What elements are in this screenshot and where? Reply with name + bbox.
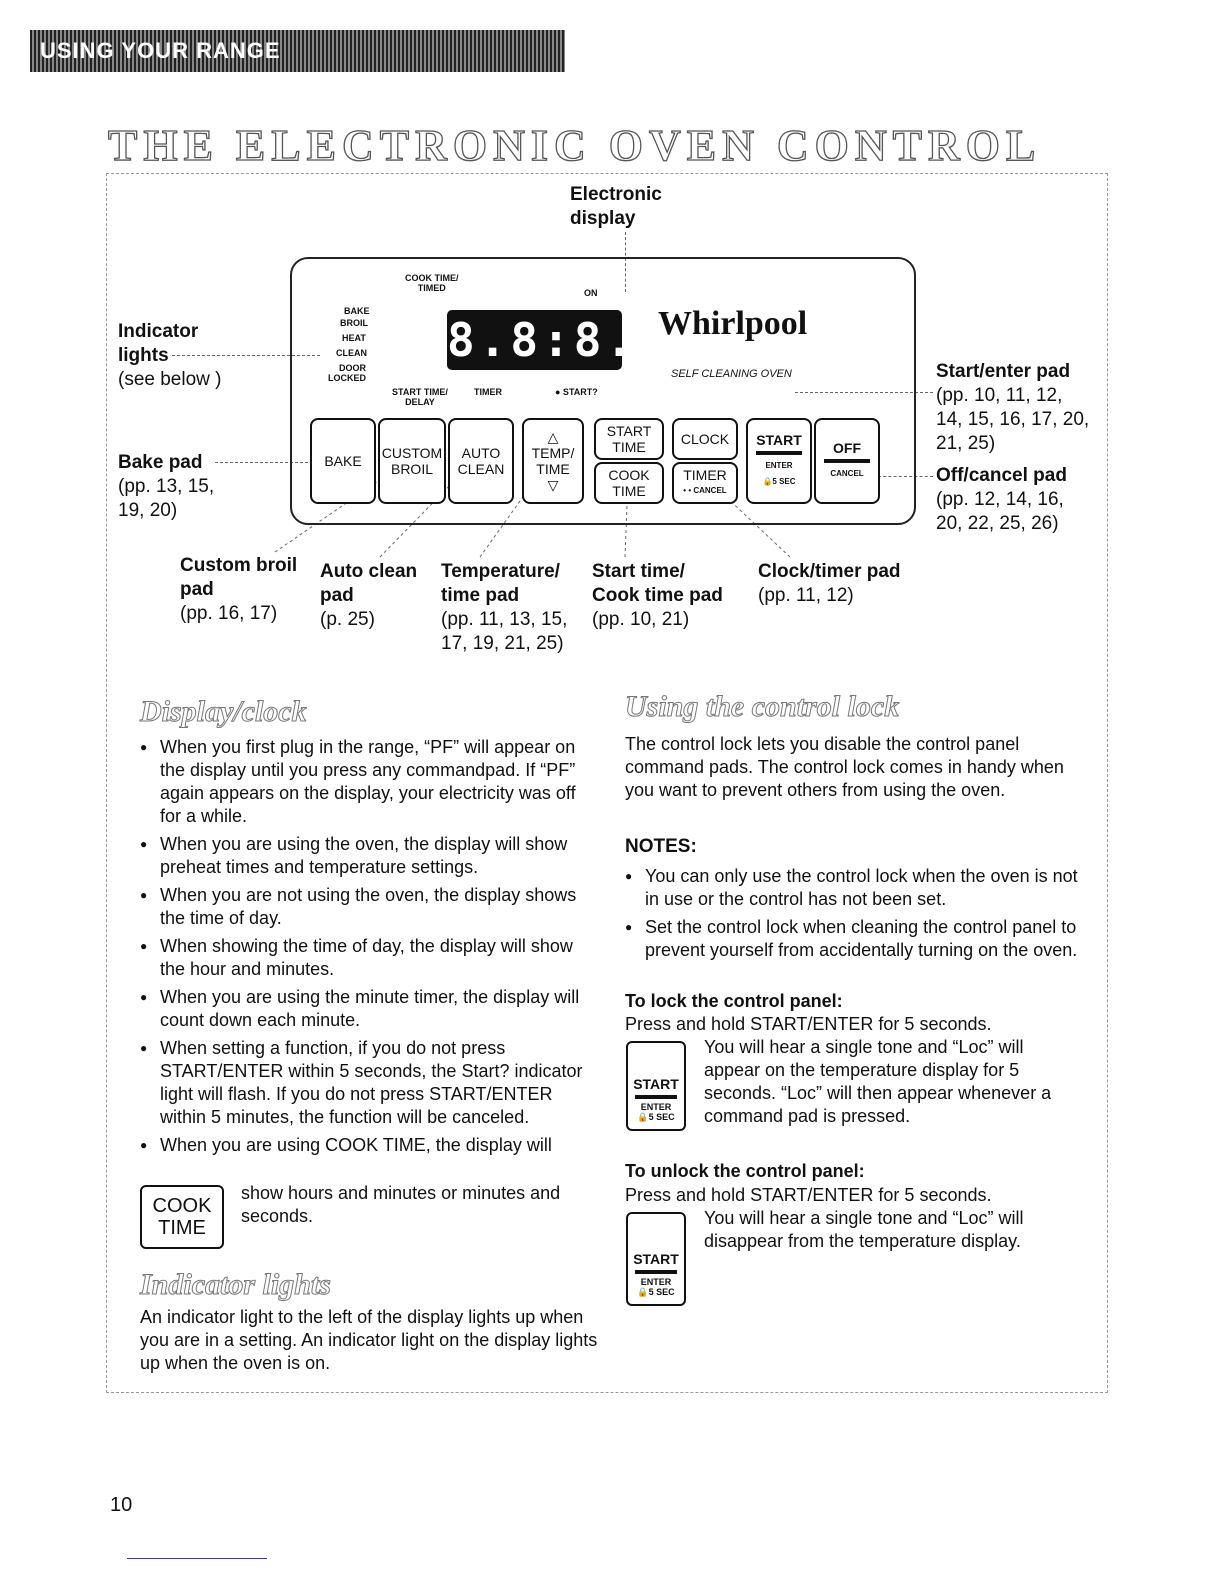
clean-indicator: CLEAN bbox=[336, 348, 367, 358]
start-time-delay-indicator: START TIME/ DELAY bbox=[392, 387, 448, 407]
icon-5sec-label: 5 SEC bbox=[648, 1112, 675, 1122]
list-item: ● When showing the time of day, the display will show the hour and minutes. bbox=[140, 935, 600, 981]
electronic-display-label: Electronic display bbox=[570, 184, 662, 229]
cook-time-pad[interactable] bbox=[594, 462, 664, 504]
list-item: ● Set the control lock when cleaning the control panel to prevent yourself from accidentally turning on the oven. bbox=[625, 916, 1090, 962]
temp-time-ref: (pp. 11, 13, 15, 17, 19, 21, 25) bbox=[441, 609, 568, 654]
on-indicator: ON bbox=[584, 288, 598, 298]
icon-5sec-label: 5 SEC bbox=[648, 1287, 675, 1297]
off-pad-label: OFF bbox=[833, 440, 861, 456]
page-number: 10 bbox=[110, 1494, 133, 1516]
unlock-step: Press and hold START/ENTER for 5 seconds. bbox=[625, 1185, 992, 1205]
bake-pad-label: Bake pad bbox=[118, 452, 203, 473]
custom-broil-pad[interactable] bbox=[378, 418, 446, 504]
display-clock-heading: Display/clock bbox=[140, 695, 307, 728]
timer-cancel-label: • • CANCEL bbox=[683, 486, 727, 495]
start-enter-pad[interactable] bbox=[746, 418, 812, 504]
clock-timer-label: Clock/timer pad bbox=[758, 561, 901, 582]
up-arrow-icon[interactable]: △ bbox=[547, 429, 559, 445]
five-sec-label: 5 SEC bbox=[772, 477, 796, 486]
start-time-pad-label: START TIME bbox=[606, 423, 652, 455]
list-item: ● When setting a function, if you do not press START/ENTER within 5 seconds, the Start? indicator light will flash. If you do not press START/ENTER within 5 minutes, the function will be canceled. bbox=[140, 1037, 600, 1129]
start-enter-icon bbox=[626, 1212, 686, 1306]
heat-indicator: HEAT bbox=[342, 333, 366, 343]
icon-start-label: START bbox=[633, 1251, 679, 1267]
off-cancel-pad[interactable] bbox=[814, 418, 880, 504]
cook-time-pad-label: COOK TIME bbox=[608, 467, 650, 499]
timer-pad[interactable] bbox=[672, 462, 738, 504]
list-item: ● When you first plug in the range, “PF” will appear on the display until you press any commandpad. If “PF” again appears on the display, your electricity was off for a while. bbox=[140, 736, 600, 828]
broil-indicator: BROIL bbox=[340, 318, 368, 328]
list-item: ● When you are using the oven, the display will show preheat times and temperature settings. bbox=[140, 833, 600, 879]
auto-clean-pad-label: AUTO CLEAN bbox=[457, 445, 505, 477]
cook-time-text: show hours and minutes or minutes and seconds. bbox=[241, 1183, 561, 1226]
cook-time-icon: COOK TIME bbox=[140, 1185, 224, 1249]
icon-enter-label: ENTER bbox=[640, 1277, 672, 1287]
pad-bar bbox=[756, 451, 802, 455]
clock-timer-ref: (pp. 11, 12) bbox=[758, 585, 854, 606]
custom-broil-label: Custom broil pad bbox=[180, 555, 298, 600]
lock-text: You will hear a single tone and “Loc” will appear on the temperature display for 5 seconds. “Loc” will then appear whenever a command pad is pressed. bbox=[704, 1037, 1052, 1126]
door-locked-indicator: DOOR LOCKED bbox=[328, 363, 366, 383]
list-item: ● When you are using the minute timer, the display will count down each minute. bbox=[140, 986, 600, 1032]
clock-pad-label: CLOCK bbox=[680, 431, 730, 447]
temp-time-pad[interactable] bbox=[522, 418, 584, 504]
bake-pad-label: BAKE bbox=[324, 453, 362, 469]
custom-broil-ref: (pp. 16, 17) bbox=[180, 603, 278, 624]
electronic-display: 8.8:8.8 bbox=[447, 310, 622, 370]
section-tab: USING YOUR RANGE bbox=[30, 30, 565, 72]
list-item: ● When you are not using the oven, the display shows the time of day. bbox=[140, 884, 600, 930]
start-cook-time-ref: (pp. 10, 21) bbox=[592, 609, 690, 630]
bake-indicator: BAKE bbox=[344, 306, 370, 316]
start-pad-label: START bbox=[756, 432, 802, 448]
auto-clean-label: Auto clean pad bbox=[320, 561, 418, 606]
lock-title: To lock the control panel: bbox=[625, 991, 843, 1011]
cook-time-timed-indicator: COOK TIME/ TIMED bbox=[405, 273, 459, 293]
page-title: THE ELECTRONIC OVEN CONTROL bbox=[108, 121, 1042, 170]
off-cancel-label: Off/cancel pad bbox=[936, 465, 1067, 486]
notes-list bbox=[625, 865, 1090, 967]
auto-clean-pad[interactable] bbox=[448, 418, 514, 504]
down-arrow-icon[interactable]: ▽ bbox=[547, 477, 559, 493]
lock-icon: 🔒5 SEC bbox=[762, 477, 796, 486]
temp-time-pad-label: TEMP/ TIME bbox=[531, 445, 575, 477]
timer-pad-label: TIMER bbox=[683, 467, 727, 483]
timer-indicator: TIMER bbox=[474, 387, 502, 397]
enter-pad-label: ENTER bbox=[765, 461, 793, 470]
start-time-pad[interactable] bbox=[594, 418, 664, 460]
unlock-title: To unlock the control panel: bbox=[625, 1161, 865, 1181]
cancel-pad-label: CANCEL bbox=[830, 469, 864, 478]
temp-time-label: Temperature/ time pad bbox=[441, 561, 560, 606]
brand-logo: Whirlpool bbox=[658, 305, 808, 342]
icon-bar bbox=[635, 1095, 677, 1099]
control-lock-heading: Using the control lock bbox=[625, 690, 900, 723]
start-cook-time-label: Start time/ Cook time pad bbox=[592, 561, 723, 606]
self-cleaning-label: SELF CLEANING OVEN bbox=[671, 368, 792, 380]
footer-rule bbox=[127, 1558, 267, 1559]
lock-icon: 🔒5 SEC bbox=[637, 1112, 675, 1122]
bake-pad-ref: (pp. 13, 15, 19, 20) bbox=[118, 476, 215, 521]
control-lock-intro: The control lock lets you disable the control panel command pads. The control lock comes in handy when you want to prevent others from using the oven. bbox=[625, 734, 1064, 800]
pad-bar bbox=[824, 459, 870, 463]
clock-pad[interactable] bbox=[672, 418, 738, 460]
notes-label: NOTES: bbox=[625, 836, 697, 857]
indicator-lights-heading: Indicator lights bbox=[140, 1268, 331, 1301]
indicator-lights-label: Indicator lights bbox=[118, 321, 199, 366]
lock-icon: 🔒5 SEC bbox=[637, 1287, 675, 1297]
list-item: ● You can only use the control lock when the oven is not in use or the control has not been set. bbox=[625, 865, 1090, 911]
start-enter-label: Start/enter pad bbox=[936, 361, 1071, 382]
custom-broil-pad-label: CUSTOM BROIL bbox=[381, 445, 443, 477]
display-clock-list bbox=[140, 736, 600, 1162]
start-enter-ref: (pp. 10, 11, 12, 14, 15, 16, 17, 20, 21, 25) bbox=[936, 385, 1090, 454]
indicator-lights-ref: (see below ) bbox=[118, 369, 222, 390]
bake-pad[interactable] bbox=[310, 418, 376, 504]
list-item: ● When you are using COOK TIME, the display will bbox=[140, 1134, 600, 1157]
icon-enter-label: ENTER bbox=[640, 1102, 672, 1112]
lock-step: Press and hold START/ENTER for 5 seconds. bbox=[625, 1014, 992, 1034]
start-enter-icon bbox=[626, 1041, 686, 1131]
auto-clean-ref: (p. 25) bbox=[320, 609, 375, 630]
icon-start-label: START bbox=[633, 1076, 679, 1092]
icon-bar bbox=[635, 1270, 677, 1274]
unlock-text: You will hear a single tone and “Loc” will disappear from the temperature display. bbox=[704, 1208, 1024, 1251]
indicator-lights-text: An indicator light to the left of the display lights up when you are in a setting. An indicator light on the display lights up when the oven is on. bbox=[140, 1307, 598, 1373]
start-indicator: ● START? bbox=[555, 387, 598, 397]
off-cancel-ref: (pp. 12, 14, 16, 20, 22, 25, 26) bbox=[936, 489, 1064, 534]
